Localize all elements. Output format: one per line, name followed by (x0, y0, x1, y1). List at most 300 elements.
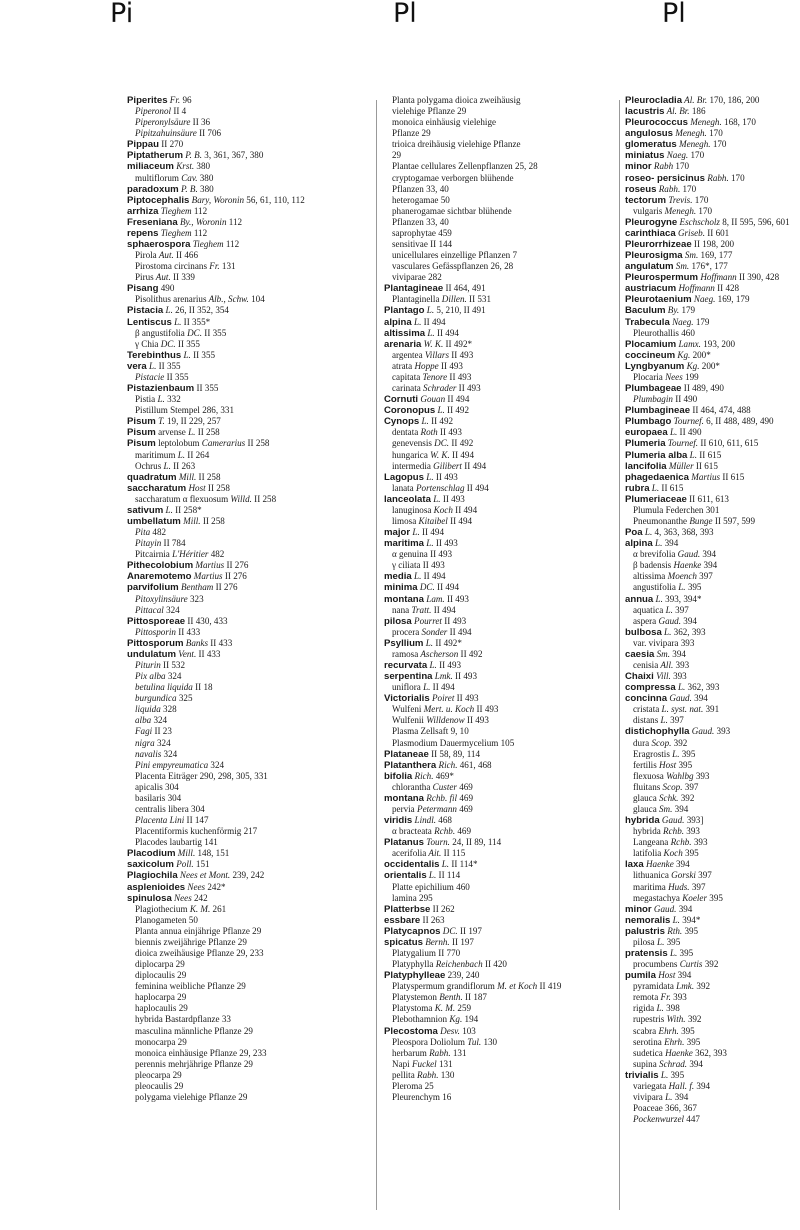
entry-text: uniflora (392, 682, 421, 693)
entry-text: II 494 (434, 582, 460, 593)
index-entry (127, 870, 371, 881)
entry-author: By., Woronin (177, 216, 227, 227)
entry-headword: Piperites (127, 95, 168, 106)
index-entry (127, 339, 371, 350)
entry-text: II 36 (190, 117, 211, 128)
entry-author: K. M. (187, 903, 211, 914)
entry-text: II 433 (208, 637, 233, 648)
entry-text: 148, 151 (195, 848, 230, 859)
entry-text: saprophytae 459 (392, 227, 452, 238)
entry-text: II 493 (436, 659, 462, 670)
entry-text: II 492 (458, 648, 483, 659)
entry-text: Pflanzen 33, 40 (392, 216, 449, 227)
index-entry (127, 139, 371, 150)
entry-headword: hybrida (625, 815, 660, 827)
index-entry (384, 505, 628, 516)
index-entry (625, 217, 800, 228)
entry-author: Scop. (660, 781, 683, 792)
entry-text: 96 (180, 95, 192, 105)
entry-author: Aut. (156, 250, 174, 261)
entry-author: Fagi (135, 726, 153, 737)
entry-text: ramosa (392, 648, 419, 659)
entry-text: II 58, 89, 114 (428, 748, 481, 759)
entry-text: maritima (633, 881, 666, 892)
entry-text: pervia (392, 804, 415, 814)
index-entry (127, 937, 371, 948)
index-entry (384, 317, 628, 328)
index-entry (625, 1026, 800, 1037)
entry-text: 392 (702, 959, 719, 970)
entry-author: Naeg. (669, 316, 694, 327)
index-entry (625, 161, 800, 172)
index-entry (384, 959, 628, 970)
entry-text: scabra (633, 1025, 657, 1036)
entry-text: pyramidata (633, 981, 674, 992)
entry-headword: Platanus (384, 837, 424, 849)
entry-text: 395 (684, 1036, 701, 1047)
entry-author: Kg. (447, 1014, 463, 1025)
entry-text: 26, II 352, 354 (172, 305, 229, 316)
index-entry (625, 305, 800, 316)
entry-text: II 433 (196, 648, 221, 659)
entry-text: remota (633, 992, 659, 1003)
entry-author: L. (653, 593, 663, 604)
index-entry (127, 837, 371, 848)
entry-text: Poaceae 366, 367 (633, 1103, 697, 1114)
entry-text: II 493 (456, 383, 481, 394)
entry-text: II 490 (672, 394, 698, 405)
entry-author: Moench (665, 571, 697, 582)
entry-author: L. (439, 859, 450, 870)
entry-headword: pratensis (625, 948, 668, 960)
entry-author: DC. (158, 338, 176, 349)
entry-headword: recurvata (384, 659, 428, 671)
index-entry (625, 682, 800, 693)
entry-text: phanerogamae sichtbar blühende (392, 205, 512, 216)
entry-text: Placodes laubartig 141 (135, 837, 218, 848)
entry-author: Trevis. (666, 194, 693, 205)
entry-headword: Victorialis (384, 693, 430, 705)
index-entry (625, 1014, 800, 1025)
entry-author: Vill. (653, 671, 671, 682)
entry-text: 395 (664, 936, 681, 947)
entry-text: II 494 (431, 604, 456, 615)
entry-text: atrata (392, 360, 413, 371)
entry-author: Pipitzahuinsäure (135, 128, 197, 139)
entry-text: 130 (481, 1036, 498, 1047)
index-entry (625, 1059, 800, 1070)
entry-author: Schk. (656, 792, 679, 803)
entry-text: 199 (682, 371, 699, 382)
entry-author: Mill. (180, 515, 201, 526)
index-entry (625, 516, 800, 527)
entry-author: L. (146, 360, 157, 371)
index-entry (127, 184, 371, 195)
index-entry (384, 771, 628, 782)
entry-text: II 355* (181, 316, 211, 327)
index-entry (127, 405, 371, 416)
entry-text: 242* (205, 881, 226, 892)
index-entry (625, 904, 800, 915)
index-entry (625, 294, 800, 305)
index-entry (625, 1003, 800, 1014)
entry-text: 397 (689, 881, 706, 892)
entry-text: glauca (633, 804, 657, 814)
entry-text: 323 (187, 593, 204, 604)
entry-text: cenisia (633, 659, 659, 670)
entry-text: 394 (691, 693, 708, 704)
entry-text: 170 (688, 150, 705, 161)
entry-text: 261 (210, 903, 227, 914)
entry-headword: bulbosa (625, 626, 662, 638)
index-entry (625, 793, 800, 804)
entry-author: Mill. (176, 471, 197, 482)
index-entry (384, 671, 628, 682)
index-entry (384, 173, 628, 184)
entry-text: 332 (164, 394, 181, 405)
entry-text: intermedia (392, 460, 431, 471)
entry-text: 393 (673, 659, 690, 670)
index-entry (384, 616, 628, 627)
index-entry (625, 206, 800, 217)
entry-text: 447 (684, 1114, 700, 1125)
index-entry (625, 1092, 800, 1103)
entry-author: Haenke (662, 1047, 693, 1058)
entry-headword: Cornuti (384, 394, 419, 406)
entry-headword: Plantagineae (384, 283, 444, 295)
index-entry (384, 416, 628, 427)
entry-text: 395 (678, 1025, 695, 1036)
index-entry (625, 250, 800, 261)
entry-author: Tenore (420, 371, 448, 382)
entry-author: Petermann (414, 804, 457, 814)
index-entry (127, 294, 371, 305)
index-entry (127, 815, 371, 826)
index-entry (384, 461, 628, 472)
entry-author: Sm. (682, 250, 699, 261)
entry-text: 482 (208, 549, 225, 560)
entry-text: 362, 393 (671, 626, 706, 637)
entry-text: chlorantha (392, 781, 431, 792)
entry-headword: major (384, 527, 411, 539)
index-entry (384, 549, 628, 560)
entry-text: II 532 (160, 659, 186, 670)
entry-author: Rabh. (656, 183, 681, 194)
entry-headword: umbellatum (127, 515, 181, 527)
index-entry (127, 128, 371, 139)
entry-author: L. (155, 394, 165, 405)
entry-text: 151 (193, 859, 210, 870)
index-entry (127, 505, 371, 516)
entry-headword: Pisum (127, 427, 156, 439)
entry-text: acerifolia (392, 848, 427, 859)
entry-text: 19, II 229, 257 (164, 416, 221, 427)
entry-text: Plagiothecium (135, 903, 188, 914)
entry-author: L. syst. nat. (659, 704, 704, 715)
entry-headword: altissima (384, 327, 426, 339)
entry-text: 394 (662, 538, 679, 549)
index-entry (384, 826, 628, 837)
entry-author: Hoffmann (698, 272, 737, 283)
entry-headword: Pleurococcus (625, 117, 688, 129)
entry-text: 170 (696, 205, 713, 216)
entry-headword: repens (127, 227, 159, 239)
entry-text: II 494 (421, 316, 446, 327)
entry-headword: Pleurosigma (625, 250, 683, 262)
entry-text: 259 (455, 1003, 472, 1014)
entry-text: II 493 (447, 371, 472, 382)
entry-author: Wahlbg (663, 770, 694, 781)
entry-headword: Pisang (127, 283, 159, 295)
entry-author: L. (420, 682, 431, 693)
entry-text: lithuanica (633, 870, 669, 881)
index-entry (127, 383, 371, 394)
entry-text: aquatica (633, 604, 664, 615)
entry-text: 469 (456, 781, 473, 792)
entry-author: alba (135, 715, 152, 726)
entry-author: L. (425, 327, 435, 338)
entry-author: L. (654, 936, 665, 947)
entry-headword: undulatum (127, 648, 177, 660)
entry-author: Gaud. (659, 815, 685, 826)
entry-text: 179 (679, 305, 696, 316)
index-entry (625, 538, 800, 549)
entry-text: II 355 (156, 360, 181, 371)
index-entry (127, 239, 371, 250)
index-entry (127, 1081, 371, 1092)
entry-text: procera (392, 626, 420, 637)
entry-text: 393 (691, 837, 708, 848)
entry-text: 469 (456, 804, 473, 814)
entry-text: perennis mehrjährige Pflanze 29 (135, 1058, 253, 1069)
entry-text: herbarum (392, 1047, 427, 1058)
index-entry (384, 1014, 628, 1025)
index-entry (127, 361, 371, 372)
entry-headword: roseo- persicinus (625, 172, 705, 184)
index-entry (625, 582, 800, 593)
entry-author: Poiret (429, 693, 455, 704)
entry-headword: Lentiscus (127, 316, 172, 328)
entry-text: 394* (679, 914, 701, 925)
index-entry (127, 571, 371, 582)
entry-headword: palustris (625, 925, 665, 937)
index-entry (625, 738, 800, 749)
entry-text: 490 (158, 283, 175, 294)
index-entry (127, 826, 371, 837)
entry-text: II 258 (245, 438, 270, 449)
index-entry (384, 239, 628, 250)
entry-author: Mert. u. Koch (421, 704, 475, 715)
entry-text: II 4 (171, 106, 187, 117)
entry-author: W. K. (421, 338, 444, 349)
entry-author: Naeg. (664, 150, 689, 161)
entry-text: II 492* (433, 637, 462, 648)
index-entry (127, 760, 371, 771)
entry-text: 242 (191, 892, 208, 903)
entry-headword: compressa (625, 682, 676, 694)
index-entry (625, 760, 800, 771)
index-entry (127, 228, 371, 239)
entry-text: 397 (672, 604, 689, 615)
index-entry (625, 505, 800, 516)
entry-author: L. (430, 493, 441, 504)
entry-text: lanuginosa (392, 504, 432, 515)
entry-author: Lam. (423, 593, 445, 604)
entry-text: latifolia (633, 848, 662, 859)
entry-author: Nees (662, 371, 683, 382)
entry-text: 394 (701, 560, 718, 571)
entry-text: Pneumonanthe (633, 515, 688, 526)
entry-text: 392 (678, 792, 695, 803)
entry-text: α genuina II 493 (392, 549, 453, 560)
index-entry (625, 782, 800, 793)
entry-text: 194 (462, 1014, 479, 1025)
entry-text: polygama vielehige Pflanze 29 (135, 1092, 248, 1103)
entry-author: Gouan (418, 394, 446, 405)
entry-text: vivipara (633, 1092, 663, 1103)
index-entry (625, 472, 800, 483)
entry-text: 392 (671, 737, 688, 748)
entry-text: 170 (692, 194, 709, 205)
entry-headword: Lyngbyanum (625, 360, 685, 372)
index-entry (625, 283, 800, 294)
entry-author: Gaud. (656, 615, 681, 626)
entry-text: 469 (457, 792, 473, 803)
entry-author: Gorski (668, 870, 696, 881)
entry-text: 395 (676, 759, 693, 770)
entry-text: Platystoma (392, 1003, 433, 1014)
entry-author: Pita (135, 527, 151, 538)
entry-text: II 494 (445, 394, 470, 405)
entry-author: DC. (440, 925, 458, 936)
entry-author: Martius (193, 560, 225, 571)
index-entry (384, 937, 628, 948)
entry-author: Fr. (206, 261, 220, 272)
entry-text: II 263 (170, 460, 196, 471)
entry-text: pleocarpa 29 (135, 1069, 182, 1080)
index-entry (625, 339, 800, 350)
index-entry (384, 206, 628, 217)
entry-text: arvense (155, 427, 186, 438)
entry-author: All. (658, 659, 674, 670)
index-entry (384, 1092, 628, 1103)
entry-author: L. (667, 948, 678, 959)
entry-headword: lacustris (625, 106, 665, 118)
entry-author: L. (185, 427, 196, 438)
index-entry (625, 826, 800, 837)
index-entry (384, 483, 628, 494)
entry-headword: arenaria (384, 338, 422, 350)
index-entry (384, 516, 628, 527)
entry-headword: saxicolum (127, 859, 174, 871)
entry-author: Ehrh. (661, 1036, 685, 1047)
index-entry (127, 1070, 371, 1081)
index-entry (384, 427, 628, 438)
index-entry (127, 161, 371, 172)
index-entry (127, 483, 371, 494)
index-entry (384, 870, 628, 881)
entry-headword: minor (625, 903, 652, 915)
entry-author: Bentham (178, 582, 214, 593)
entry-text: Plebothamnion (392, 1014, 448, 1025)
entry-text: 239, 240 (445, 970, 480, 981)
entry-author: L. (423, 637, 434, 648)
entry-text: 169, 179 (715, 294, 750, 305)
entry-text: II 494 (419, 527, 444, 538)
entry-headword: Plumeria (625, 438, 666, 450)
entry-text: II 18 (192, 682, 213, 693)
index-entry (384, 915, 628, 926)
entry-headword: spicatus (384, 936, 423, 948)
entry-text: II 706 (196, 128, 222, 139)
entry-author: Willd. (228, 493, 252, 504)
entry-author: L. (663, 604, 673, 615)
entry-text: 393 (714, 726, 731, 737)
index-entry (625, 117, 800, 128)
entry-text: 131 (436, 1058, 453, 1069)
index-entry (384, 217, 628, 228)
entry-text: basilaris 304 (135, 792, 182, 803)
index-entry (625, 948, 800, 959)
index-entry (625, 649, 800, 660)
index-entry (127, 95, 371, 106)
index-entry (127, 1026, 371, 1037)
entry-text: 395 (679, 748, 696, 759)
entry-text: saccharatum α flexuosum (135, 493, 229, 504)
index-entry (127, 461, 371, 472)
entry-text: Plasma Zellsaft 9, 10 (392, 726, 469, 737)
entry-headword: Terebinthus (127, 349, 182, 361)
entry-text: II 258 (200, 515, 225, 526)
index-entry (625, 494, 800, 505)
index-entry (384, 261, 628, 272)
index-entry (384, 383, 628, 394)
entry-text: 324 (208, 759, 225, 770)
index-entry (384, 660, 628, 671)
index-entry (384, 538, 628, 549)
entry-author: L. (654, 1003, 664, 1014)
entry-author: Krst. (173, 161, 195, 172)
entry-text: 394 (676, 903, 693, 914)
entry-author: Kg. (675, 349, 691, 360)
entry-author: Rich. (436, 759, 458, 770)
index-entry (625, 837, 800, 848)
entry-headword: minima (384, 582, 418, 594)
entry-text: Pleospora Doliolum (392, 1036, 465, 1047)
entry-author: T. (155, 416, 165, 427)
entry-text: glauca (633, 792, 657, 803)
entry-author: Pittacal (135, 604, 164, 615)
entry-text: II 494 (461, 460, 487, 471)
entry-text: Wulfeni (392, 704, 422, 715)
entry-text: II 197 (457, 925, 482, 936)
entry-text: 394 (673, 859, 690, 870)
entry-author: L. (419, 416, 429, 427)
entry-author: navalis (135, 748, 162, 759)
entry-author: Pockenwurzel (633, 1114, 685, 1125)
index-entry (384, 582, 628, 593)
index-entry (127, 671, 371, 682)
entry-text: II 355 (202, 327, 227, 338)
entry-headword: trivialis (625, 1069, 659, 1081)
index-entry (384, 859, 628, 870)
entry-text: multiflorum (135, 172, 179, 183)
entry-text: Pirus (135, 272, 154, 283)
index-entry (625, 660, 800, 671)
index-entry (625, 139, 800, 150)
column-divider (376, 100, 377, 1210)
entry-text: masculina männliche Pflanze 29 (135, 1025, 253, 1036)
